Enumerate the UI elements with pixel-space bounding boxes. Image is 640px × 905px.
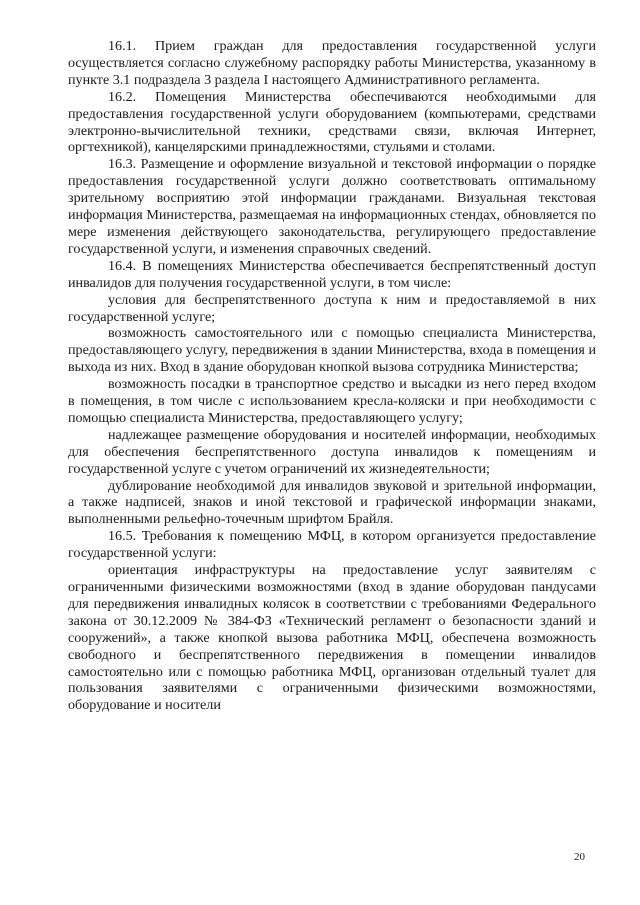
list-item-access-conditions: условия для беспрепятственного доступа к ним и предоставляемой в них государственной услуге;	[68, 291, 596, 325]
paragraph-16-5: 16.5. Требования к помещению МФЦ, в котором организуется предоставление государственной услуги:	[68, 528, 596, 562]
paragraph-16-3: 16.3. Размещение и оформление визуальной и текстовой информации о порядке предоставления государственной услуги должно соответствовать оптимальному зрительному восприятию этой информации гражданами. Визуальная текстовая информация Министерства, размещаемая на информационных стендах, обновляется по мере изменения действующего законодательства, регулирующего предоставление государственной услуги, и изменения справочных сведений.	[68, 156, 596, 257]
list-item-transport: возможность посадки в транспортное средство и высадки из него перед входом в помещения, в том числе с использованием кресла-коляски и при необходимости с помощью специалиста Министерства, предоставляющего услугу;	[68, 376, 596, 426]
document-body	[68, 38, 596, 714]
paragraph-16-2: 16.2. Помещения Министерства обеспечиваются необходимыми для предоставления государственной услуги оборудованием (компьютерами, средствами электронно-вычислительной техники, средствами связи, включая Интернет, оргтехникой), канцелярскими принадлежностями, стульями и столами.	[68, 88, 596, 156]
paragraph-16-4: 16.4. В помещениях Министерства обеспечивается беспрепятственный доступ инвалидов для получения государственной услуги, в том числе:	[68, 257, 596, 291]
list-item-infrastructure: ориентация инфраструктуры на предоставление услуг заявителям с ограниченными физическими возможностями (вход в здание оборудован пандусами для передвижения инвалидных колясок в соответствии с требованиями Федерального закона от 30.12.2009 № 384-ФЗ «Технический регламент о безопасности зданий и сооружений», а также кнопкой вызова работника МФЦ, обеспечена возможность свободного и беспрепятственного передвижения в помещении инвалидов самостоятельно или с помощью работника МФЦ, организован отдельный туалет для пользования заявителями с ограниченными физическими возможностями, оборудование и носители	[68, 562, 596, 714]
list-item-movement: возможность самостоятельного или с помощью специалиста Министерства, предоставляющего услугу, передвижения в здании Министерства, входа в помещения и выхода из них. Вход в здание оборудован кнопкой вызова сотрудника Министерства;	[68, 325, 596, 376]
paragraph-16-1: 16.1. Прием граждан для предоставления государственной услуги осуществляется согласно служебному распорядку работы Министерства, указанному в пункте 3.1 подраздела 3 раздела I настоящего Административного регламента.	[68, 38, 596, 88]
list-item-equipment-placement: надлежащее размещение оборудования и носителей информации, необходимых для обеспечения беспрепятственного доступа инвалидов к помещениям и государственной услуге с учетом ограничений их жизнедеятельности;	[68, 426, 596, 477]
list-item-braille-duplication: дублирование необходимой для инвалидов звуковой и зрительной информации, а также надписей, знаков и иной текстовой и графической информации знаками, выполненными рельефно-точечным шрифтом Брайля.	[68, 477, 596, 528]
page-number: 20	[574, 851, 585, 863]
